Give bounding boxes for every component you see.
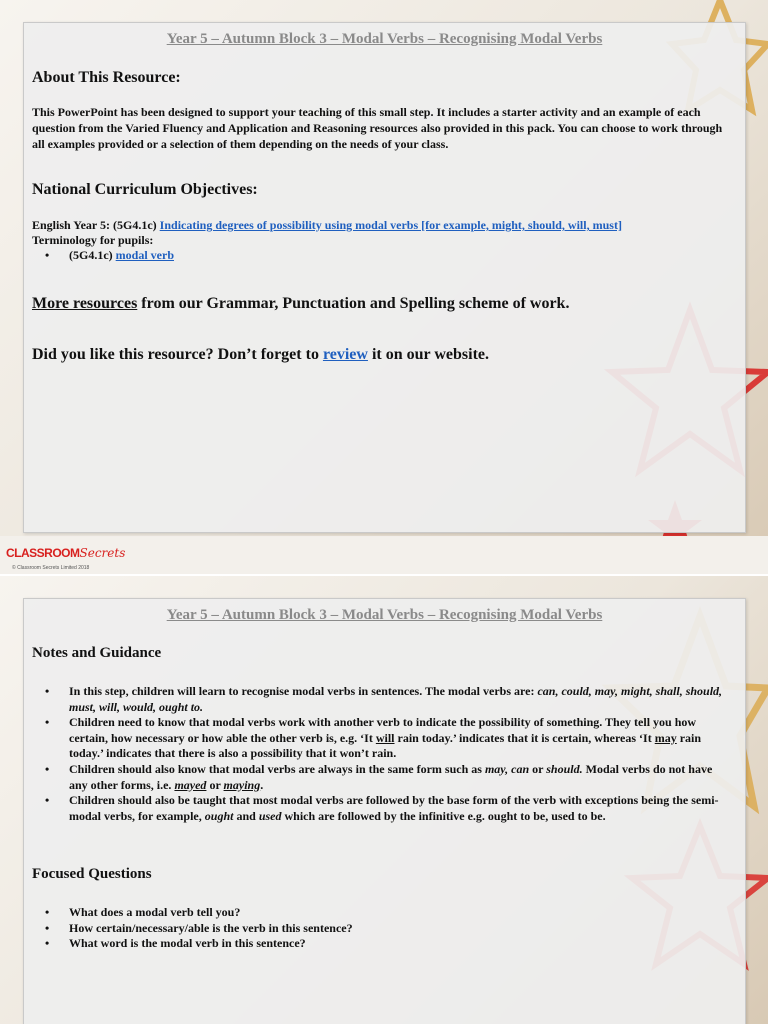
- review-prefix: Did you like this resource? Don’t forget to: [32, 346, 323, 363]
- list-item: • Children should also be taught that most modal verbs are followed by the base form of the verb with exceptions being the semi-modal verbs, for example, ought and used which are followed by the infinitive e.g. ought to be, used to be.: [69, 793, 729, 824]
- notes-list: [24, 684, 729, 824]
- list-item: • Children need to know that modal verbs work with another verb to indicate the possibility of something. They tell you how certain, how necessary or how able the other verb is, e.g. ‘It will rain today.’ indicates that it is certain, whereas ‘It may rain today.’ indicates that there is also a possibility that it won’t rain.: [69, 715, 729, 762]
- more-resources-line: [32, 295, 569, 313]
- slide-title: Year 5 – Autumn Block 3 – Modal Verbs – Recognising Modal Verbs: [166, 31, 603, 47]
- questions-list: [24, 905, 729, 952]
- term-prefix: (5G4.1c): [69, 248, 116, 262]
- content-panel: [23, 598, 746, 1024]
- notes-heading: Notes and Guidance: [32, 645, 162, 661]
- objective-link[interactable]: Indicating degrees of possibility using modal verbs [for example, might, should, will, must]: [159, 218, 622, 232]
- terminology-label: Terminology for pupils:: [32, 233, 154, 247]
- more-resources-text: from our Grammar, Punctuation and Spelling scheme of work.: [137, 295, 570, 312]
- about-heading: About This Resource:: [32, 69, 181, 86]
- more-resources-link[interactable]: More resources: [32, 295, 138, 312]
- review-suffix: it on our website.: [367, 346, 489, 363]
- term-link[interactable]: modal verb: [115, 248, 174, 262]
- list-item: • In this step, children will learn to recognise modal verbs in sentences. The modal verbs are: can, could, may, might, shall, should, must, will, would, ought to.: [69, 684, 729, 715]
- objective-line: [32, 217, 732, 233]
- list-item: [69, 248, 174, 264]
- review-line: [32, 346, 489, 364]
- list-item: • What does a modal verb tell you?: [69, 905, 729, 921]
- focused-heading: Focused Questions: [32, 866, 152, 882]
- list-item: • How certain/necessary/able is the verb in this sentence?: [69, 921, 729, 937]
- classroom-secrets-logo: [6, 544, 125, 562]
- review-link[interactable]: review: [322, 346, 368, 363]
- slide-2: [0, 576, 768, 1024]
- slide-title: Year 5 – Autumn Block 3 – Modal Verbs – Recognising Modal Verbs: [166, 607, 603, 623]
- list-item: • What word is the modal verb in this sentence?: [69, 936, 729, 952]
- curriculum-heading: National Curriculum Objectives:: [32, 181, 258, 198]
- logo-script-text: Secrets: [79, 546, 126, 560]
- list-item: • Children should also know that modal verbs are always in the same form such as may, can or should. Modal verbs do not have any other forms, i.e. mayed or maying.: [69, 762, 729, 793]
- copyright-text: © Classroom Secrets Limited 2018: [12, 565, 90, 571]
- content-panel: [23, 22, 746, 533]
- objective-prefix: English Year 5: (5G4.1c): [32, 218, 160, 232]
- terminology-list: [24, 248, 174, 264]
- about-text: This PowerPoint has been designed to support your teaching of this small step. It includes a starter activity and an example of each question from the Varied Fluency and Application and Reasoning resources also provided in this pack. You can choose to work through all examples provided or a selection of them depending on the needs of your class.: [32, 105, 723, 151]
- logo-main-text: CLASSROOM: [6, 546, 80, 560]
